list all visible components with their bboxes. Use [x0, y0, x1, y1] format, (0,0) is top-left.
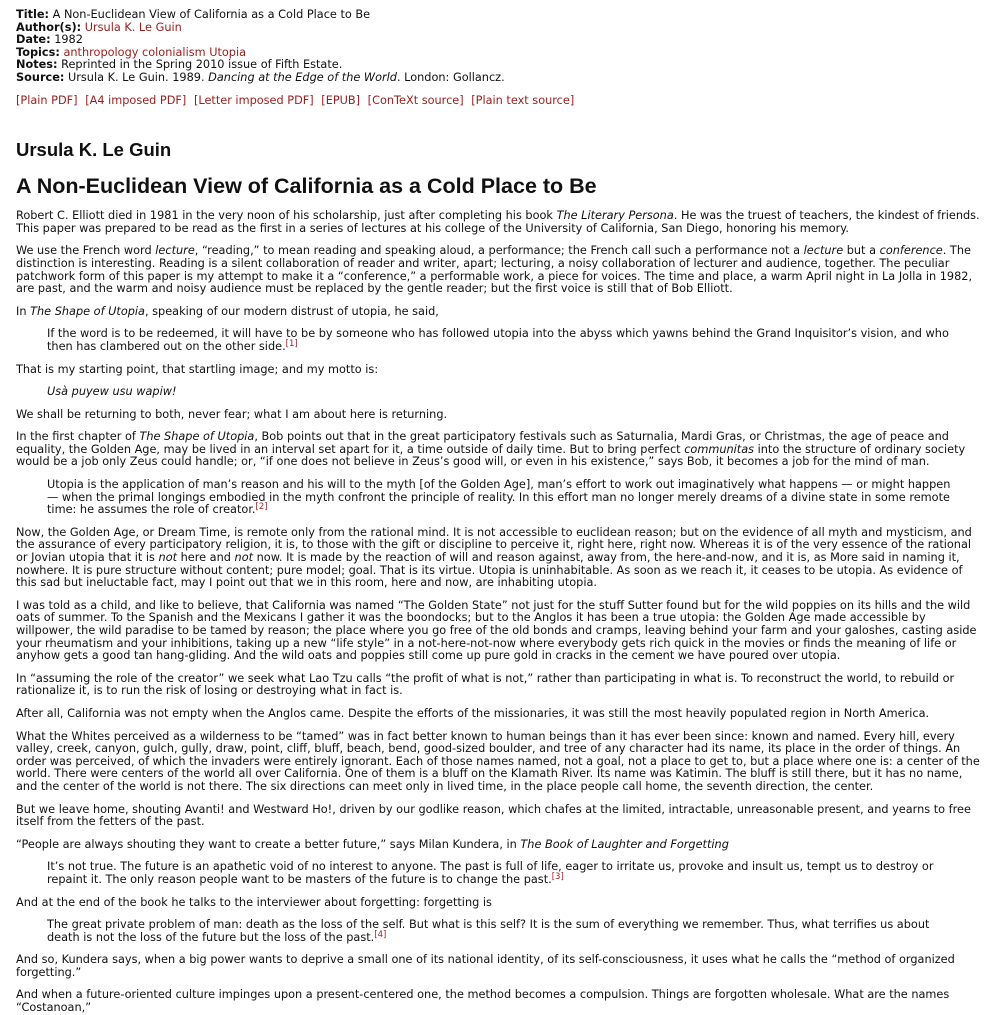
- letter-imposed-pdf-link[interactable]: [Letter imposed PDF]: [193, 93, 314, 107]
- plain-text-source-link[interactable]: [Plain text source]: [471, 93, 575, 107]
- meta-author: Author(s): Ursula K. Le Guin: [16, 20, 182, 34]
- footnote-link-1[interactable]: [1]: [285, 338, 298, 349]
- author-link[interactable]: Ursula K. Le Guin: [84, 20, 182, 34]
- context-source-link[interactable]: [ConTeXt source]: [367, 93, 464, 107]
- meta-source: Source: Ursula K. Le Guin. 1989. Dancing at the Edge of the World. London: Gollancz.: [16, 70, 505, 84]
- meta-topics: Topics: anthropology colonialism Utopia: [16, 45, 247, 59]
- meta-notes: Notes: Reprinted in the Spring 2010 issue of Fifth Estate.: [16, 58, 343, 72]
- epub-link[interactable]: [EPUB]: [321, 93, 361, 107]
- motto: Usà puyew usu wapiw!: [47, 385, 177, 399]
- paragraph: In the first chapter of The Shape of Utopia, Bob points out that in the great participatory festivals such as Saturnalia, Mardi Gras, or Christmas, the age of peace and equality, the Golden Age, may be lived in an interval set apart for it, a time outside of daily time. But to bring perfect communitas into the structure of ordinary society would be a job only Zeus could handle; or, “if one does not believe in Zeus’s good will, or even in his existence,” says Bob, it becomes a job for the mind of man.: [16, 430, 966, 469]
- article-title: A Non-Euclidean View of California as a Cold Place to Be: [16, 174, 597, 199]
- paragraph: “People are always shouting they want to create a better future,” says Milan Kundera, in The Book of Laughter and Forgetting: [16, 837, 729, 851]
- meta-title: Title: A Non-Euclidean View of California as a Cold Place to Be: [16, 8, 371, 21]
- paragraph: Now, the Golden Age, or Dream Time, is remote only from the rational mind. It is not accessible to euclidean reason; but on the evidence of all myth and mysticism, and the assurance of every participatory religion, it is, to those with the gift or discipline to perceive it, right here, right now. Whereas it is of the very essence of the rational or Jovian utopia that it is not here and not now. It is made by the reaction of will and reason against, away from, the here-and-now, and it is, as More said in naming it, nowhere. It is pure structure without content; pure model; goal. That is its virtue. Utopia is uninhabitable. As soon as we reach it, it ceases to be utopia. As evidence of this sad but ineluctable fact, may I point out that we in this room, here and now, are inhabiting utopia.: [16, 525, 972, 590]
- paragraph: And when a future-oriented culture impinges upon a present-centered one, the method becomes a compulsion. Things are forgotten wholesale. What are the names “Costanoan,”: [16, 988, 950, 1015]
- topic-link-utopia[interactable]: Utopia: [209, 45, 247, 59]
- paragraph: After all, California was not empty when the Anglos came. Despite the efforts of the missionaries, it was still the most heavily populated region in North America.: [16, 706, 930, 720]
- paragraph: What the Whites perceived as a wilderness to be “tamed” was in fact better known to human beings than it has ever been since: known and named. Every hill, every valley, creek, canyon, gulch, gully, draw, point, cliff, bluff, beach, bend, good-sized boulder, and tree of any character had its name, its place in the order of things. An order was perceived, of which the invaders were entirely ignorant. Each of those names named, not a goal, not a place to get to, but a place where one is: a center of the world. There were centers of the world all over California. One of them is a bluff on the Klamath River. Its name was Katimin. The bluff is still there, but it has no name, and the center of the world is not there. The six directions can meet only in lived time, in the place people call home, the seventh direction, the center.: [16, 729, 980, 793]
- metadata-block: [16, 9, 984, 85]
- meta-notes-value: Reprinted in the Spring 2010 issue of Fifth Estate.: [61, 58, 343, 72]
- topic-link-colonialism[interactable]: colonialism: [142, 45, 206, 59]
- paragraph: That is my starting point, that startling image; and my motto is:: [16, 362, 379, 376]
- blockquote: Utopia is the application of man’s reason and his will to the myth [of the Golden Age], man’s effort to work out imaginatively what happens — or might happen — when the primal longings embodied in the myth confront the principle of reality. In this effort man no longer merely dreams of a divine state in some remote time: he assumes the role of creator.[2]: [47, 478, 951, 517]
- topic-link-anthropology[interactable]: anthropology: [63, 45, 139, 59]
- blockquote: It’s not true. The future is an apathetic void of no interest to anyone. The past is full of life, eager to irritate us, provoke and insult us, tempt us to destroy or repaint it. The only reason people want to be masters of the future is to change the past.[3]: [47, 860, 934, 886]
- paragraph: Robert C. Elliott died in 1981 in the very noon of his scholarship, just after completing his book The Literary Persona. He was the truest of teachers, the kindest of friends. This paper was prepared to be read as the first in a series of lectures at his college of the University of California, San Diego, honoring his memory.: [16, 209, 980, 235]
- paragraph: And so, Kundera says, when a big power wants to deprive a small one of its national identity, of its self-consciousness, it uses what he calls the “method of organized forgetting.”: [16, 953, 955, 979]
- blockquote: The great private problem of man: death as the loss of the self. But what is this self? It is the sum of everything we remember. Thus, what terrifies us about death is not the loss of the future but the loss of the past.[4]: [47, 918, 930, 944]
- paragraph: In The Shape of Utopia, speaking of our modern distrust of utopia, he said,: [16, 304, 439, 318]
- blockquote: If the word is to be redeemed, it will have to be by someone who has followed utopia into the abyss which yawns behind the Grand Inquisitor’s vision, and who then has clambered out on the other side.[1]: [47, 327, 949, 353]
- paragraph: But we leave home, shouting Avanti! and Westward Ho!, driven by our godlike reason, which chafes at the limited, intractable, unreasonable present, and yearns to free itself from the fetters of the past.: [16, 802, 971, 829]
- paragraph: I was told as a child, and like to believe, that California was named “The Golden State” not just for the stuff Sutter found but for the wild poppies on its hills and the wild oats of summer. To the Spanish and the Mexicans I gather it was the boondocks; but to the Anglos it has been a true utopia: the Golden Age made accessible by willpower, the wild paradise to be tamed by reason; the place where you go free of the old bonds and cramps, leaving behind your farm and your galoshes, casting aside your rheumatism and your inhibitions, taking up a new “life style” in a not-here-not-now where everybody gets rich quick in the movies or finds the meaning of life or anyhow gets a good tan hang-gliding. And the wild oats and poppies still come up pure gold in cracks in the cement we have poured over utopia.: [16, 598, 977, 663]
- a4-imposed-pdf-link[interactable]: [A4 imposed PDF]: [85, 93, 187, 107]
- meta-date-value: 1982: [54, 33, 83, 47]
- plain-pdf-link[interactable]: [Plain PDF]: [16, 93, 78, 107]
- footnote-link-2[interactable]: [2]: [255, 502, 268, 513]
- paragraph: We shall be returning to both, never fear; what I am about here is returning.: [16, 407, 448, 421]
- footnote-link-4[interactable]: [4]: [374, 929, 387, 940]
- paragraph: We use the French word lecture, “reading,” to mean reading and speaking aloud, a performance; the French call such a performance not a lecture but a conference. The distinction is interesting. Reading is a silent collaboration of reader and writer, apart; lecturing, a noisy collaboration of lecturer and audience, together. The peculiar patchwork form of this paper is my attempt to make it a “conference,” a performable work, a piece for voices. The time and place, a warm April night in La Jolla in 1982, are past, and the warm and noisy audience must be replaced by the gentle reader; but the first voice is still that of Bob Elliott.: [16, 244, 973, 296]
- article-author: Ursula K. Le Guin: [16, 139, 172, 161]
- meta-title-value: A Non-Euclidean View of California as a Cold Place to Be: [52, 8, 371, 21]
- source-book-title: Dancing at the Edge of the World: [208, 70, 397, 84]
- meta-date: Date: 1982: [16, 33, 83, 47]
- paragraph: And at the end of the book he talks to the interviewer about forgetting: forgetting is: [16, 895, 492, 909]
- footnote-link-3[interactable]: [3]: [551, 871, 564, 882]
- download-links: [16, 95, 984, 108]
- paragraph: In “assuming the role of the creator” we seek what Lao Tzu calls “the profit of what is not,” rather than participating in what is. To reconstruct the world, to rebuild or rationalize it, is to run the risk of losing or destroying what in fact is.: [16, 671, 955, 698]
